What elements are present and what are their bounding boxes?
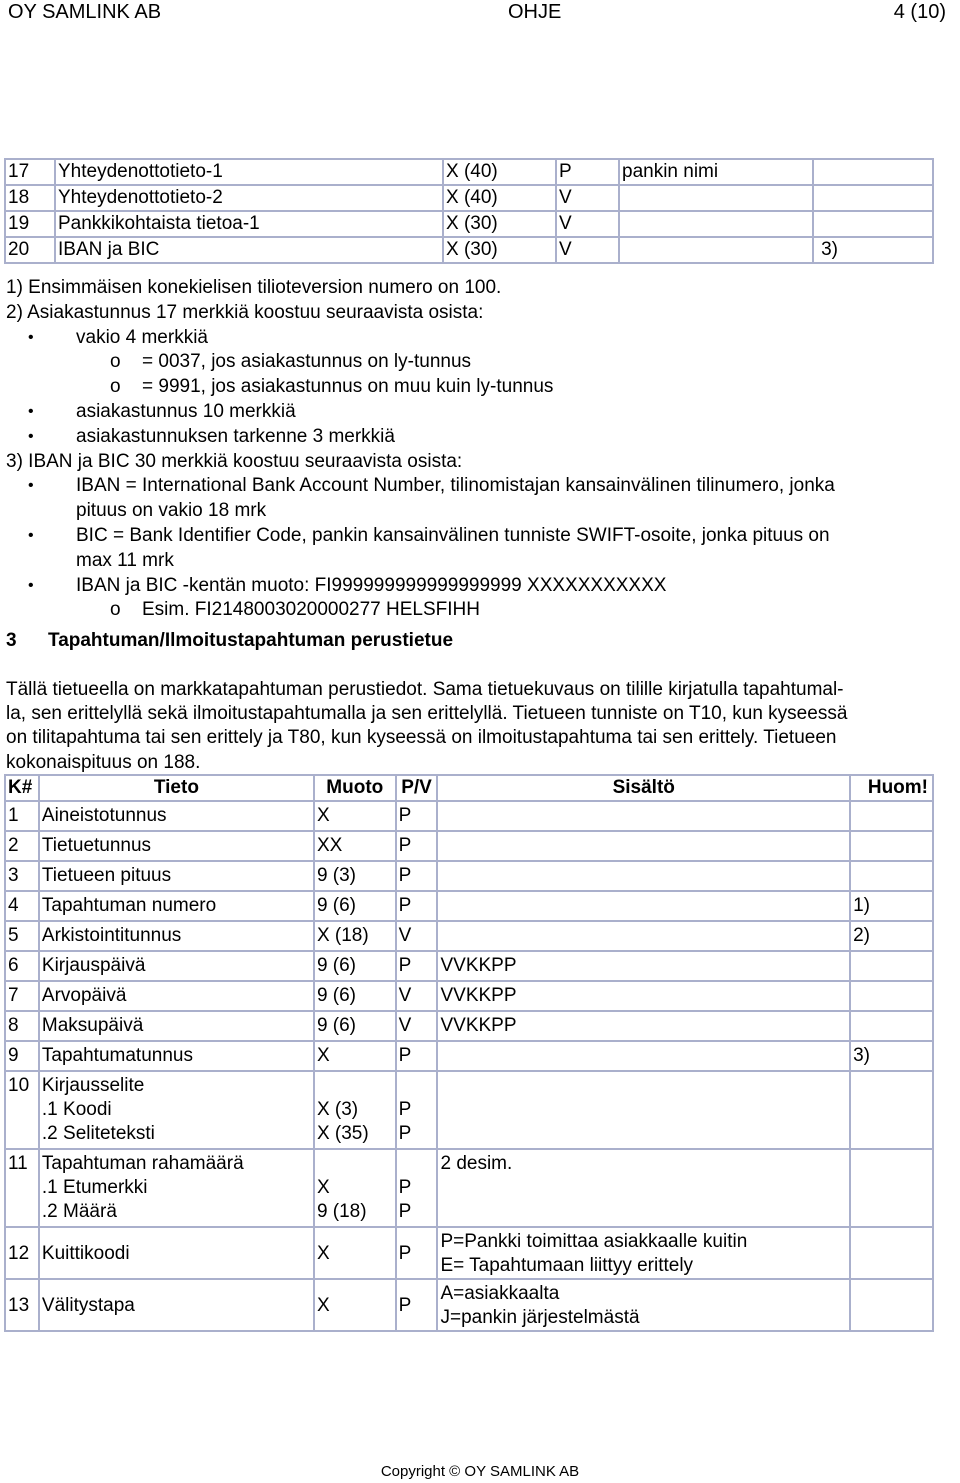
cell-huom [850, 981, 933, 1011]
cell-k: 7 [5, 981, 39, 1011]
table-row [5, 159, 933, 185]
cell-sisalto [437, 861, 850, 891]
cell-huom [813, 159, 933, 185]
cell-k: 19 [5, 211, 55, 237]
cell-k: 6 [5, 951, 39, 981]
list-item: • asiakastunnuksen tarkenne 3 merkkiä [6, 425, 950, 450]
list-item: o = 0037, jos asiakastunnus on ly-tunnus [6, 350, 950, 375]
cell-muoto: X (3) X (35) [314, 1071, 396, 1149]
cell-muoto: X (40) [443, 159, 556, 185]
cell-k: 3 [5, 861, 39, 891]
table-row [5, 1071, 933, 1149]
page-header [8, 0, 946, 28]
list-item: o = 9991, jos asiakastunnus on muu kuin ly-tunnus [6, 375, 950, 400]
column-header-pv: P/V [396, 775, 438, 801]
cell-pv: P P [396, 1071, 438, 1149]
cell-tieto: IBAN ja BIC [55, 237, 443, 263]
sub-bullet-icon: o [110, 351, 121, 373]
cell-sisalto: pankin nimi [619, 159, 813, 185]
paragraph-line: Tällä tietueella on markkatapahtuman perustiedot. Sama tietuekuvaus on tilille kirjatulla tapahtumal- [6, 679, 844, 700]
cell-huom [850, 861, 933, 891]
table-header-row [5, 775, 933, 801]
cell-muoto: 9 (3) [314, 861, 396, 891]
cell-pv: V [556, 237, 619, 263]
cell-k: 20 [5, 237, 55, 263]
paragraph-line: kokonaispituus on 188. [6, 751, 201, 773]
cell-pv: V [556, 185, 619, 211]
cell-muoto: 9 (6) [314, 891, 396, 921]
table-row [5, 861, 933, 891]
list-item-continuation: max 11 mrk [76, 549, 174, 571]
cell-k: 9 [5, 1041, 39, 1071]
cell-tieto: Maksupäivä [39, 1011, 314, 1041]
list-item-continuation: pituus on vakio 18 mrk [76, 500, 267, 522]
cell-muoto: X [314, 801, 396, 831]
list-item: • vakio 4 merkkiä [6, 326, 950, 351]
table-row [5, 951, 933, 981]
cell-sisalto [619, 211, 813, 237]
list-item: • BIC = Bank Identifier Code, pankin kansainvälinen tunniste SWIFT-osoite, jonka pituus on [6, 524, 950, 549]
cell-tieto: Arkistointitunnus [39, 921, 314, 951]
cell-pv: P [396, 891, 438, 921]
cell-tieto: Aineistotunnus [39, 801, 314, 831]
section-number: 3 [6, 630, 17, 651]
paragraph-line: on tilitapahtuma tai sen erittely ja T80, kun kyseessä on ilmoitustapahtuma tai sen erittely. Tietueen [6, 727, 837, 749]
cell-k: 13 [5, 1279, 39, 1331]
page-number: 4 (10) [893, 1, 946, 23]
document-type: OHJE [508, 1, 562, 23]
cell-tieto: Tietueen pituus [39, 861, 314, 891]
table-row [5, 1041, 933, 1071]
cell-k: 1 [5, 801, 39, 831]
cell-muoto: 9 (6) [314, 951, 396, 981]
table-row [5, 1149, 933, 1227]
cell-k: 2 [5, 831, 39, 861]
cell-huom: 3) [813, 237, 933, 263]
table-row [5, 237, 933, 263]
cell-sisalto [437, 801, 850, 831]
cell-tieto: Pankkikohtaista tietoa-1 [55, 211, 443, 237]
cell-pv: P [396, 1227, 438, 1279]
cell-muoto: X (40) [443, 185, 556, 211]
cell-muoto: 9 (6) [314, 1011, 396, 1041]
cell-tieto: Tapahtuman numero [39, 891, 314, 921]
cell-tieto: Tapahtuman rahamäärä .1 Etumerkki .2 Määrä [39, 1149, 314, 1227]
column-header-sisalto: Sisältö [437, 775, 850, 801]
cell-k: 5 [5, 921, 39, 951]
cell-huom [850, 1279, 933, 1331]
table-row [5, 1227, 933, 1279]
cell-muoto: 9 (6) [314, 981, 396, 1011]
cell-tieto: Välitystapa [39, 1279, 314, 1331]
footnote-3: 3) IBAN ja BIC 30 merkkiä koostuu seuraavista osista: [6, 450, 463, 472]
section-title: Tapahtuman/Ilmoitustapahtuman perustietue [48, 630, 454, 651]
cell-huom [813, 185, 933, 211]
list-item: • IBAN ja BIC -kentän muoto: FI999999999999999999 XXXXXXXXXXX [6, 574, 950, 599]
cell-muoto: X [314, 1227, 396, 1279]
cell-k: 8 [5, 1011, 39, 1041]
table-row [5, 801, 933, 831]
cell-huom [850, 1011, 933, 1041]
cell-huom: 1) [850, 891, 933, 921]
cell-tieto: Kuittikoodi [39, 1227, 314, 1279]
cell-sisalto [437, 921, 850, 951]
cell-huom [850, 831, 933, 861]
cell-huom [850, 1149, 933, 1227]
bullet-icon: • [28, 526, 34, 544]
cell-pv: P [396, 801, 438, 831]
sub-bullet-icon: o [110, 599, 121, 621]
cell-pv: V [396, 921, 438, 951]
column-header-huom: Huom! [850, 775, 933, 801]
cell-sisalto: A=asiakkaalta J=pankin järjestelmästä [437, 1279, 850, 1331]
cell-huom: 2) [850, 921, 933, 951]
cell-pv: P [396, 861, 438, 891]
table-row [5, 1279, 933, 1331]
section-description [6, 678, 936, 775]
section-heading [6, 630, 453, 652]
cell-muoto: X [314, 1279, 396, 1331]
cell-tieto: Tietuetunnus [39, 831, 314, 861]
cell-muoto: X (18) [314, 921, 396, 951]
cell-k: 11 [5, 1149, 39, 1227]
table-row [5, 1011, 933, 1041]
cell-k: 17 [5, 159, 55, 185]
table-row [5, 831, 933, 861]
cell-pv: V [396, 1011, 438, 1041]
company-name: OY SAMLINK AB [8, 1, 162, 23]
footnote-2: 2) Asiakastunnus 17 merkkiä koostuu seuraavista osista: [6, 301, 484, 323]
bullet-icon: • [28, 427, 34, 445]
cell-huom [850, 801, 933, 831]
record-fields-table [4, 774, 934, 1332]
cell-sisalto: 2 desim. [437, 1149, 850, 1227]
cell-sisalto [437, 831, 850, 861]
column-header-tieto: Tieto [39, 775, 314, 801]
sub-bullet-icon: o [110, 376, 121, 398]
footnote-1: 1) Ensimmäisen konekielisen tilioteversion numero on 100. [6, 277, 502, 298]
column-header-k: K# [5, 775, 39, 801]
cell-muoto: X (30) [443, 211, 556, 237]
list-item: • asiakastunnus 10 merkkiä [6, 400, 950, 425]
cell-muoto: XX [314, 831, 396, 861]
table-row [5, 891, 933, 921]
cell-huom [813, 211, 933, 237]
cell-tieto: Kirjauspäivä [39, 951, 314, 981]
cell-sisalto [437, 1041, 850, 1071]
table-row [5, 185, 933, 211]
cell-k: 10 [5, 1071, 39, 1149]
cell-k: 18 [5, 185, 55, 211]
cell-tieto: Arvopäivä [39, 981, 314, 1011]
cell-pv: P P [396, 1149, 438, 1227]
column-header-muoto: Muoto [314, 775, 396, 801]
cell-muoto: X [314, 1041, 396, 1071]
cell-muoto: X (30) [443, 237, 556, 263]
page-footer: Copyright © OY SAMLINK AB [380, 1463, 580, 1480]
cell-huom [850, 951, 933, 981]
cell-sisalto: VVKKPP [437, 951, 850, 981]
cell-k: 12 [5, 1227, 39, 1279]
cell-sisalto [437, 891, 850, 921]
cell-huom [850, 1071, 933, 1149]
record-fields-table-continued [4, 158, 934, 264]
cell-pv: P [556, 159, 619, 185]
list-item: • IBAN = International Bank Account Number, tilinomistajan kansainvälinen tilinumero, jonka [6, 474, 950, 499]
cell-sisalto [437, 1071, 850, 1149]
table-row [5, 981, 933, 1011]
bullet-icon: • [28, 328, 34, 346]
table-row [5, 211, 933, 237]
cell-pv: P [396, 1041, 438, 1071]
cell-pv: P [396, 1279, 438, 1331]
cell-tieto: Yhteydenottotieto-2 [55, 185, 443, 211]
cell-huom [850, 1227, 933, 1279]
cell-tieto: Tapahtumatunnus [39, 1041, 314, 1071]
cell-huom: 3) [850, 1041, 933, 1071]
cell-sisalto [619, 185, 813, 211]
list-item: o Esim. FI2148003020000277 HELSFIHH [6, 598, 950, 623]
cell-tieto: Yhteydenottotieto-1 [55, 159, 443, 185]
table-row [5, 921, 933, 951]
cell-pv: V [556, 211, 619, 237]
footnotes [6, 276, 950, 623]
cell-pv: P [396, 831, 438, 861]
paragraph-line: la, sen erittelyllä sekä ilmoitustapahtumalla ja sen erittelyllä. Tietueen tunniste on T10, kun kyseessä [6, 703, 848, 725]
bullet-icon: • [28, 402, 34, 420]
cell-sisalto: VVKKPP [437, 1011, 850, 1041]
cell-sisalto: VVKKPP [437, 981, 850, 1011]
bullet-icon: • [28, 576, 34, 594]
cell-sisalto [619, 237, 813, 263]
cell-sisalto: P=Pankki toimittaa asiakkaalle kuitin E= Tapahtumaan liittyy erittely [437, 1227, 850, 1279]
cell-pv: V [396, 981, 438, 1011]
cell-k: 4 [5, 891, 39, 921]
cell-pv: P [396, 951, 438, 981]
bullet-icon: • [28, 477, 34, 495]
cell-tieto: Kirjausselite .1 Koodi .2 Seliteteksti [39, 1071, 314, 1149]
cell-muoto: X 9 (18) [314, 1149, 396, 1227]
